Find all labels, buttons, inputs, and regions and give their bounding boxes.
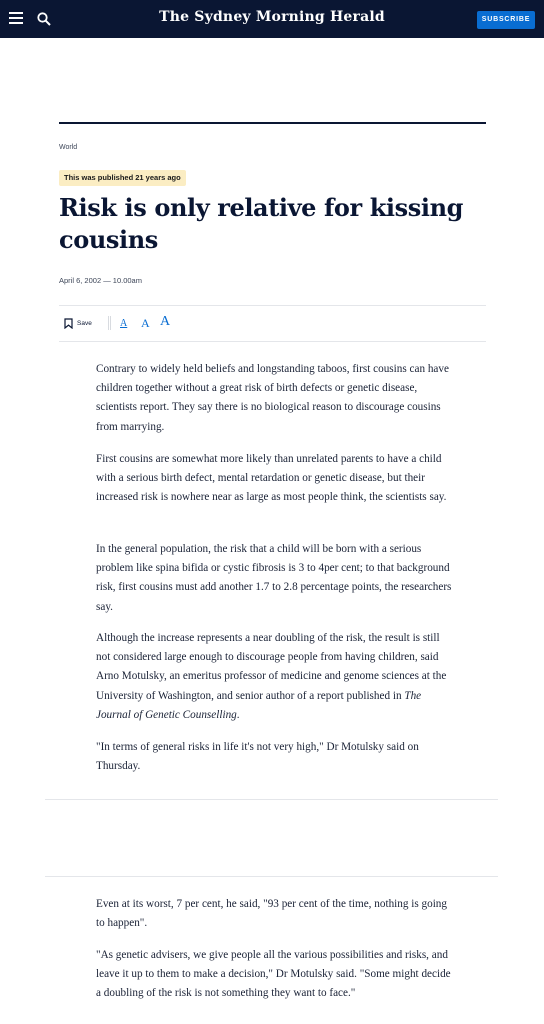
- masthead-logo[interactable]: The Sydney Morning Herald: [159, 9, 385, 25]
- paragraph-text: Although the increase represents a near doubling of the risk, the result is still not considered large enough to discourage people from having children, said Arno Motulsky, an emeritus professor of medicine and genome sciences at the University of Washington, and senior author of a report published in: [96, 632, 447, 702]
- font-size-medium-button[interactable]: A: [141, 316, 150, 330]
- article-headline: Risk is only relative for kissing cousins: [59, 193, 464, 254]
- article-paragraph: Even at its worst, 7 per cent, he said, "93 per cent of the time, nothing is going to happen".: [96, 898, 447, 930]
- article-age-badge: This was published 21 years ago: [59, 170, 186, 186]
- article-paragraph: Contrary to widely held beliefs and longstanding taboos, first cousins can have children together without a great risk of birth defects or genetic disease, scientists report. They say there is no biological reason to discourage cousins from marrying.: [96, 363, 449, 433]
- section-link[interactable]: World: [59, 144, 78, 151]
- journal-title: The Journal of Genetic Counselling: [96, 689, 422, 721]
- article-paragraph: In the general population, the risk that a child will be born with a serious problem like spina bifida or cystic fibrosis is 3 to 4per cent; to that background risk, first cousins must add another 1.7 to 2.8 percentage points, the researchers say.: [96, 543, 452, 613]
- paragraph-end: .: [236, 708, 240, 721]
- subscribe-button[interactable]: SUBSCRIBE: [477, 11, 535, 29]
- ad-slot-divider-bottom: [45, 876, 498, 877]
- font-size-large-button[interactable]: A: [160, 314, 171, 329]
- ad-slot-divider-top: [45, 799, 498, 800]
- menu-icon[interactable]: [9, 12, 23, 24]
- article-top-rule: [59, 122, 486, 124]
- article-paragraph: [96, 629, 456, 725]
- save-label: Save: [77, 319, 92, 327]
- tools-divider-top: [59, 305, 486, 306]
- article-paragraph: "As genetic advisers, we give people all the various possibilities and risks, and leave it up to them to make a decision," Dr Motulsky said. "Some might decide a doubling of the risk is not something they want to face.": [96, 949, 451, 1000]
- tools-divider-bottom: [59, 341, 486, 342]
- search-icon[interactable]: [37, 12, 51, 26]
- article-paragraph: "In terms of general risks in life it's not very high," Dr Motulsky said on Thursday.: [96, 741, 419, 773]
- tools-separator: [108, 316, 111, 330]
- bookmark-icon: [64, 318, 73, 329]
- font-size-small-button[interactable]: A: [120, 318, 128, 329]
- article-paragraph: First cousins are somewhat more likely than unrelated parents to have a child with a serious birth defect, mental retardation or genetic disease, but their increased risk is nowhere near as large as most people think, the scientists say.: [96, 453, 447, 504]
- site-header: [0, 0, 544, 38]
- article-dateline: April 6, 2002 — 10.00am: [59, 276, 142, 285]
- save-button[interactable]: [64, 316, 92, 330]
